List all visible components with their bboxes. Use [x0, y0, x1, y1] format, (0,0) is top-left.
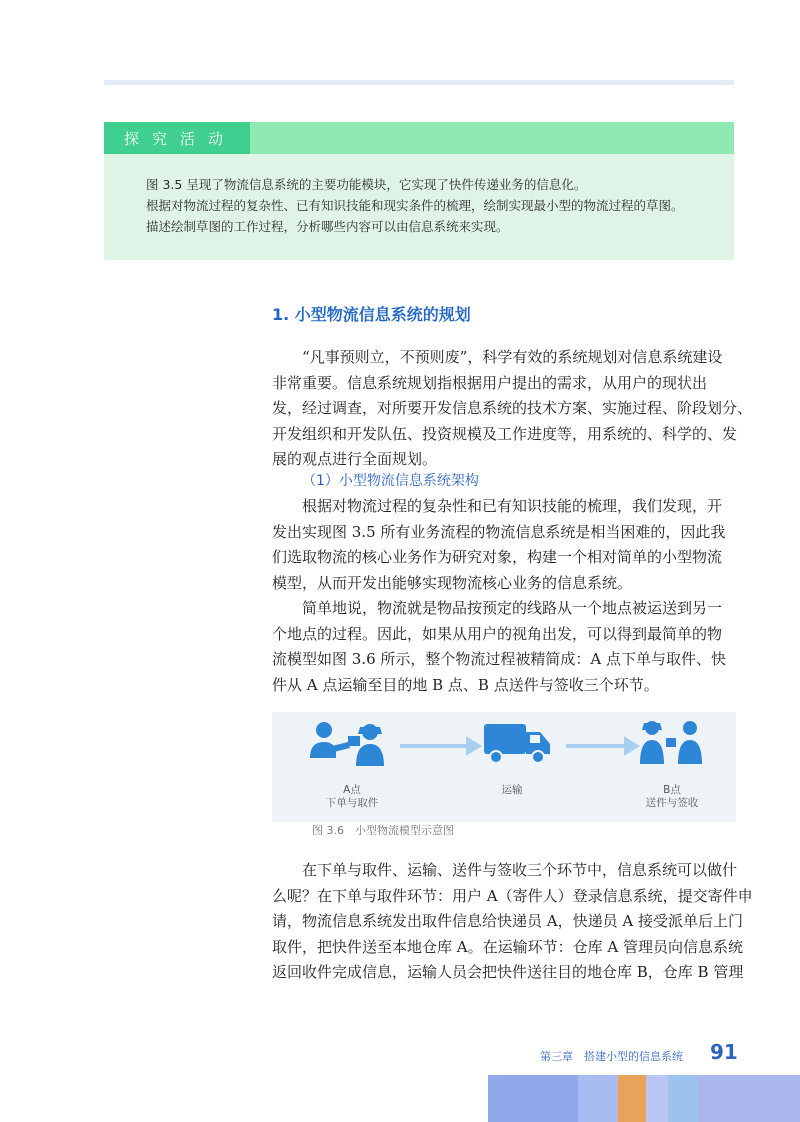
activity-tab: [104, 122, 250, 154]
text-line: 在下单与取件、运输、送件与签收三个环节中，信息系统可以做什: [302, 861, 738, 879]
footer-chapter: 第三章 搭建小型的信息系统: [540, 1050, 683, 1063]
text-line: 件从 A 点运输至目的地 B 点、B 点送件与签收三个环节。: [272, 675, 659, 694]
paragraph-info-system-role: [272, 858, 753, 986]
text-line: 展的观点进行全面规划。: [272, 450, 438, 468]
paragraph-architecture: [272, 494, 736, 596]
text-line: 返回收件完成信息，运输人员会把快件送往目的地仓库 B，仓库 B 管理: [272, 963, 744, 981]
label-point-a-step: 下单与取件: [325, 797, 379, 809]
text-line: 简单地说，物流就是物品按预定的线路从一个地点被运送到另一: [302, 599, 723, 617]
text-line: 根据对物流过程的复杂性和已有知识技能的梳理，我们发现，开: [302, 497, 723, 515]
activity-box: [104, 122, 734, 260]
arrow-right-icon: [400, 736, 482, 756]
top-divider: [104, 80, 734, 85]
text-line: 请，物流信息系统发出取件信息给快递员 A，快递员 A 接受派单后上门: [272, 912, 743, 930]
delivery-receiver-icon: [640, 721, 702, 764]
arrow-right-icon: [566, 736, 640, 756]
paragraph-planning: [272, 345, 753, 473]
label-point-b-name: B点: [663, 784, 681, 796]
label-point-a-name: A点: [343, 784, 361, 796]
activity-line: 图 3.5 呈现了物流信息系统的主要功能模块，它实现了快件传递业务的信息化。: [146, 177, 587, 192]
text-line: 开发组织和开发队伍、投资规模及工作进度等，用系统的、科学的、发: [272, 424, 738, 443]
text-line: 个地点的过程。因此，如果从用户的视角出发，可以得到最简单的物: [272, 624, 723, 643]
activity-text: [146, 174, 684, 237]
text-line: 模型，从而开发出能够实现物流核心业务的信息系统。: [272, 573, 633, 592]
activity-header-band: [250, 122, 734, 154]
decorative-color-bars: [488, 1075, 800, 1122]
activity-tab-label: 探究活动: [124, 130, 237, 148]
logistics-model-figure: [272, 712, 736, 822]
text-line: 发出实现图 3.5 所有业务流程的物流信息系统是相当困难的，因此我: [272, 522, 726, 541]
truck-icon: [484, 724, 550, 763]
label-point-a: [312, 784, 392, 810]
user-courier-icon: [310, 722, 384, 766]
text-line: 取件，把快件送至本地仓库 A。在运输环节：仓库 A 管理员向信息系统: [272, 937, 743, 956]
paragraph-simple-model: [272, 596, 736, 698]
label-point-b-step: 送件与签收: [645, 797, 699, 809]
text-line: 们选取物流的核心业务作为研究对象，构建一个相对简单的小型物流: [272, 548, 723, 566]
section-title: 1. 小型物流信息系统的规划: [272, 305, 471, 324]
activity-line: 根据对物流过程的复杂性、已有知识技能和现实条件的梳理，绘制实现最小型的物流过程的草图。: [146, 198, 684, 213]
text-line: 非常重要。信息系统规划指根据用户提出的需求，从用户的现状出: [272, 373, 708, 392]
text-line: 么呢？在下单与取件环节：用户 A（寄件人）登录信息系统，提交寄件申: [272, 886, 753, 905]
subheading: （1）小型物流信息系统架构: [302, 473, 479, 489]
figure-caption: 图 3.6 小型物流模型示意图: [312, 824, 454, 837]
text-line: “凡事预则立，不预则废”，科学有效的系统规划对信息系统建设: [302, 348, 723, 366]
label-transport: 运输: [501, 784, 523, 796]
page-number: 91: [710, 1040, 738, 1064]
text-line: 发，经过调查，对所要开发信息系统的技术方案、实施过程、阶段划分、: [272, 399, 753, 417]
text-line: 流模型如图 3.6 所示，整个物流过程被精简成：A 点下单与取件、快: [272, 650, 726, 668]
activity-line: 描述绘制草图的工作过程，分析哪些内容可以由信息系统来实现。: [146, 219, 509, 234]
label-point-b: [630, 784, 714, 810]
